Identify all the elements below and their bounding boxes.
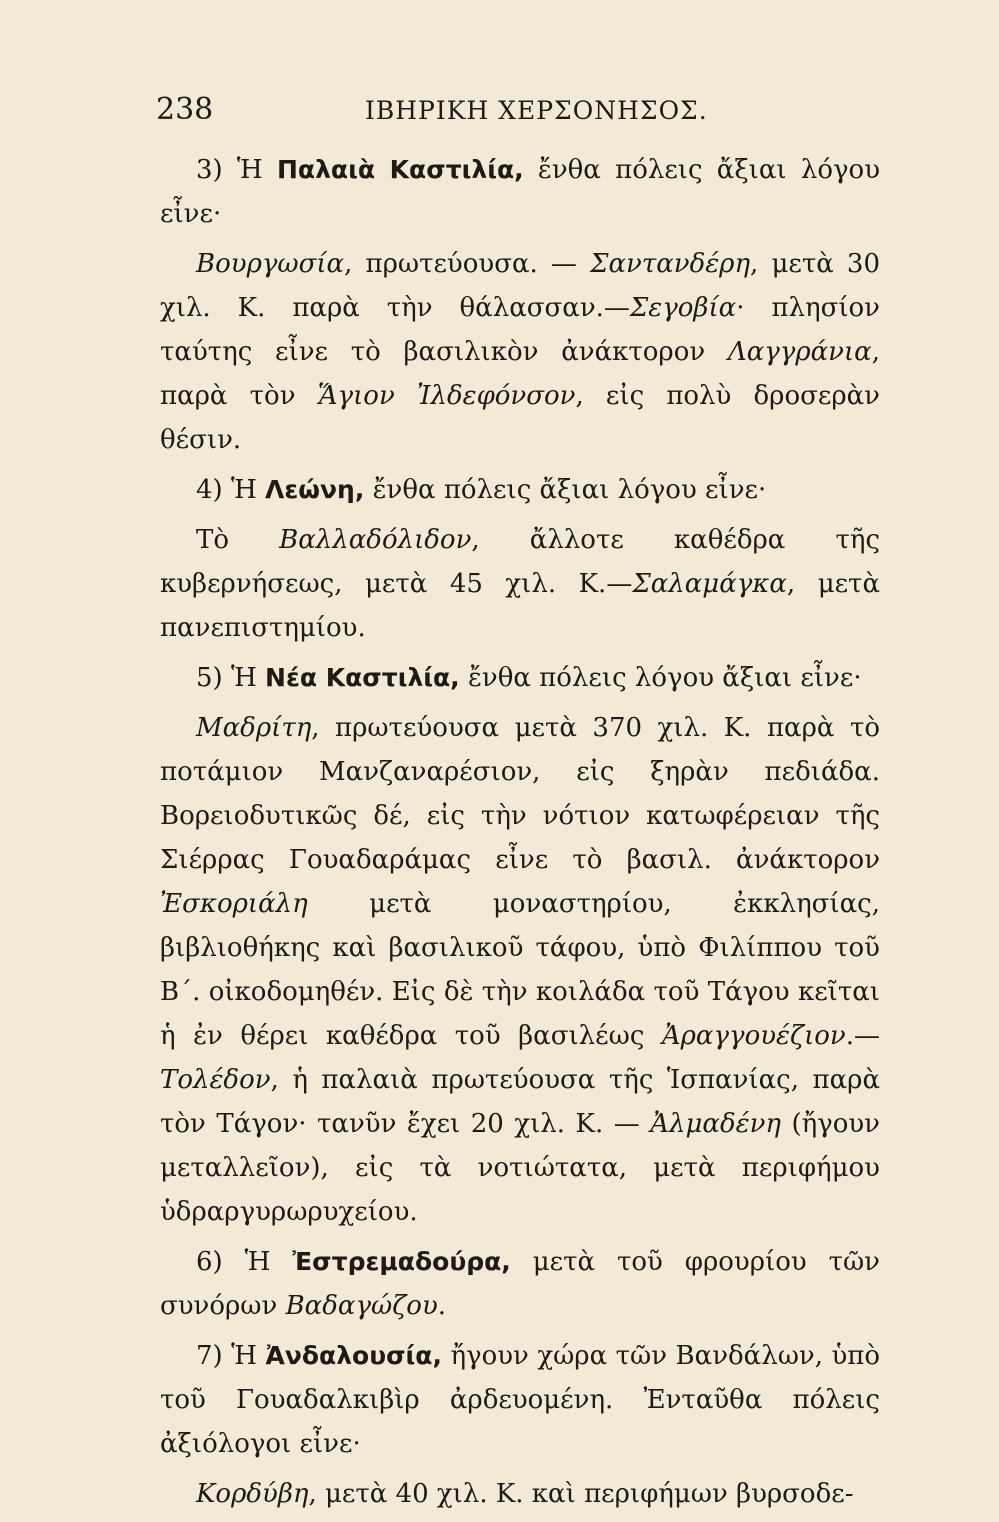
running-title: ΙΒΗΡΙΚΗ ΧΕΡΣΟΝΗΣΟΣ. <box>365 96 708 125</box>
place-name: Λαγγράνια <box>727 337 872 367</box>
region-name: Ἐστρεμαδούρα, <box>292 1247 511 1276</box>
city-name: Σαντανδέρη <box>590 249 751 279</box>
page-header <box>150 92 870 140</box>
text: .— <box>845 1021 880 1051</box>
section-5-body <box>160 706 880 1234</box>
text: μετὰ μοναστηρίου, ἐκκλησίας, βιβλιοθήκης καὶ βασιλικοῦ τάφου, ὑπὸ Φιλίππου τοῦ Β΄. οἰκοδομηθέν. Εἰς δὲ τὴν κοιλάδα τοῦ Τάγου κεῖται ἡ ἐν θέρει καθέδρα τοῦ βασιλέως <box>160 889 880 1051</box>
section-7-body <box>160 1472 880 1516</box>
text: , εἰς πολὺ δροσερὰν θέσιν. <box>160 381 880 455</box>
text: , μετὰ 30 χιλ. Κ. παρὰ τὴν θάλασσαν.— <box>160 249 881 323</box>
text: , ἡ παλαιὰ πρωτεύουσα τῆς Ἱσπανίας, παρὰ τὸν Τάγον· τανῦν ἔχει 20 χιλ. Κ. — <box>160 1065 880 1139</box>
section-text: ἔνθα πόλεις λόγου ἄξιαι εἶνε· <box>459 663 862 693</box>
city-name: Τολέδον <box>160 1065 271 1095</box>
section-number: 3) Ἡ <box>196 155 277 185</box>
place-name: Ἀραγγουέζιον <box>661 1021 846 1051</box>
text: , πρωτεύουσα μετὰ 370 χιλ. Κ. παρὰ τὸ ποτάμιον Μανζαναρέσιον, εἰς ξηρὰν πεδιάδα. Βορειοδυτικῶς δέ, εἰς τὴν νότιον κατωφέρειαν τῆς Σιέρρας Γουαδαράμας εἶνε τὸ βασιλ. ἀνάκτορον <box>160 713 880 875</box>
text: , ἄλλοτε καθέδρα τῆς κυβερνήσεως, μετὰ 45 χιλ. Κ.— <box>160 525 881 599</box>
city-name: Ἀλμαδένη <box>650 1109 781 1139</box>
city-name: Βαλλαδόλιδον <box>279 525 472 555</box>
city-name: Βουργωσία <box>196 249 345 279</box>
section-6 <box>160 1240 880 1328</box>
text: . <box>437 1291 447 1321</box>
section-number: 5) Ἡ <box>196 663 266 693</box>
text: · πλησίον ταύτης εἶνε τὸ βασιλικὸν ἀνάκτορον <box>160 293 880 367</box>
region-name: Ἀνδαλουσία, <box>265 1341 442 1370</box>
text: , μετὰ 40 χιλ. Κ. καὶ περιφήμων βυρσοδε- <box>308 1479 854 1509</box>
section-text: ἤγουν χώρα τῶν Βανδάλων, ὑπὸ τοῦ Γουαδαλκιβὶρ ἀρδευομένη. Ἐνταῦθα πόλεις ἀξιόλογοι εἶνε· <box>160 1341 881 1459</box>
section-4-body <box>160 518 880 650</box>
section-3-heading <box>160 148 880 236</box>
region-name: Λεώνη, <box>265 475 365 504</box>
city-name: Σαλαμάγκα <box>632 569 787 599</box>
place-name: Βαδαγώζου <box>285 1291 438 1321</box>
city-name: Σεγοβία <box>629 293 737 323</box>
section-text: ἔνθα πόλεις ἄξιαι λόγου εἶνε· <box>160 155 880 229</box>
city-name: Μαδρίτη <box>196 713 312 743</box>
region-name: Παλαιὰ Καστιλία, <box>276 155 524 184</box>
region-name: Νέα Καστιλία, <box>265 663 460 692</box>
section-3-body <box>160 242 880 462</box>
section-5-heading <box>160 656 880 700</box>
section-number: 6) Ἡ <box>196 1247 293 1277</box>
text: , παρὰ τὸν <box>160 337 880 411</box>
section-number: 4) Ἡ <box>196 475 266 505</box>
text: , πρωτεύουσα. — <box>344 249 591 279</box>
page-body <box>160 148 880 1522</box>
section-7-heading <box>160 1334 880 1466</box>
section-number: 7) Ἡ <box>196 1341 266 1371</box>
text: μετὰ τοῦ φρουρίου τῶν συνόρων <box>160 1247 880 1321</box>
place-name: Ἐσκοριάλη <box>160 889 308 919</box>
page-number: 238 <box>156 92 214 127</box>
text: , μετὰ πανεπιστημίου. <box>160 569 880 643</box>
section-4-heading <box>160 468 880 512</box>
city-name: Κορδύβη <box>196 1479 309 1509</box>
text: (ἤγουν μεταλλεῖον), εἰς τὰ νοτιώτατα, μετὰ περιφήμου ὑδραργυρωρυχείου. <box>160 1109 880 1227</box>
text: Τὸ <box>196 525 280 555</box>
place-name: Ἅγιον Ἰλδεφόνσον <box>317 381 576 411</box>
section-text: ἔνθα πόλεις ἄξιαι λόγου εἶνε· <box>364 475 767 505</box>
